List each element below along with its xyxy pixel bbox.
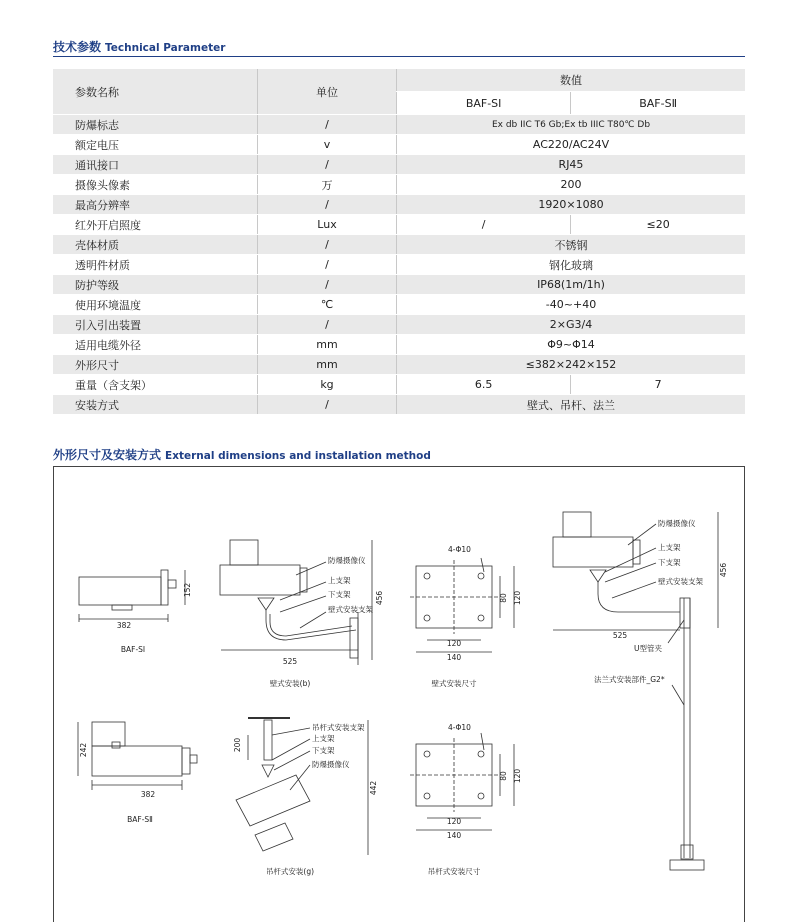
wall-plate-hole (424, 615, 430, 621)
pendant-leader-2 (272, 739, 310, 760)
row-unit: mm (258, 335, 397, 355)
pendant-leader-3 (274, 751, 310, 770)
pendant-leader-1 (272, 728, 310, 735)
row-unit: 万 (258, 175, 397, 195)
row-unit: ℃ (258, 295, 397, 315)
flange-base-plate (670, 860, 704, 870)
flange-label-upper: 上支架 (658, 543, 681, 552)
header-unit: 单位 (258, 69, 397, 115)
wall-leader-3 (280, 596, 326, 612)
row-unit: / (258, 315, 397, 335)
pendant-rod (264, 720, 272, 760)
flange-dim-w: 525 (612, 631, 628, 640)
header-model-b: BAF-SⅡ (571, 92, 745, 115)
row-name: 使用环境温度 (53, 295, 258, 315)
row-value: ≤382×242×152 (397, 355, 746, 375)
wall-plate-caption: 壁式安装尺寸 (431, 679, 477, 688)
bafs1-body (79, 577, 161, 605)
pendant-plate-hole (424, 793, 430, 799)
bafs1-dim-w: 382 (116, 621, 132, 630)
row-name: 外形尺寸 (53, 355, 258, 375)
flange-front (633, 540, 640, 564)
row-name: 摄像头像素 (53, 175, 258, 195)
flange-upper-bracket (590, 570, 606, 582)
bafs1-front (161, 570, 168, 605)
pendant-plate-leader (481, 733, 484, 750)
pendant-label-camera: 防爆摄像仪 (312, 760, 350, 769)
row-name: 额定电压 (53, 135, 258, 155)
row-value: Φ9~Φ14 (397, 335, 746, 355)
drawing-bafs1 (79, 570, 192, 654)
wall-leader-1 (296, 562, 326, 575)
flange-leader-6 (672, 685, 684, 705)
wall-upper-bracket (258, 598, 274, 610)
flange-base-neck (681, 845, 693, 859)
bafs2-dim-w: 382 (140, 790, 156, 799)
wall-plate-hole (478, 615, 484, 621)
pendant-dim-h: 442 (369, 780, 378, 796)
row-unit: / (258, 395, 397, 415)
row-name: 适用电缆外径 (53, 335, 258, 355)
pendant-dim-a: 200 (233, 737, 242, 753)
row-value: 钢化玻璃 (397, 255, 746, 275)
row-unit: / (258, 235, 397, 255)
row-name: 壳体材质 (53, 235, 258, 255)
row-value: IP68(1m/1h) (397, 275, 746, 295)
row-value: 200 (397, 175, 746, 195)
flange-leader-5 (668, 620, 684, 643)
flange-label-clamp: U型管夹 (634, 644, 662, 653)
row-name: 红外开启照度 (53, 215, 258, 235)
pendant-plate-holes: 4-Φ10 (448, 723, 471, 732)
header-param: 参数名称 (53, 69, 258, 115)
pendant-plate-hole (478, 751, 484, 757)
row-value-b: ≤20 (571, 215, 745, 235)
wall-plate-holes: 4-Φ10 (448, 545, 471, 554)
row-name: 引入引出装置 (53, 315, 258, 335)
bafs2-connector (112, 742, 120, 748)
row-value: 2×G3/4 (397, 315, 746, 335)
flange-arm (598, 582, 680, 612)
drawing-flange-mount (553, 512, 728, 870)
bafs1-dim-h: 152 (183, 582, 192, 598)
row-unit: / (258, 255, 397, 275)
pendant-top-cam (255, 823, 293, 851)
bafs2-gland (190, 755, 197, 763)
wall-dim-h: 456 (375, 590, 384, 606)
wall-leader-4 (300, 612, 326, 628)
row-unit: mm (258, 355, 397, 375)
flange-top-cam (563, 512, 591, 537)
flange-label-camera: 防爆摄像仪 (658, 519, 696, 528)
drawing-wall-mount (220, 540, 384, 688)
pendant-plate-d3-label: 80 (499, 771, 508, 781)
drawing-pendant-plate (410, 723, 522, 876)
pendant-plate-hole (478, 793, 484, 799)
flange-camera (553, 537, 633, 567)
pendant-plate-hole (424, 751, 430, 757)
section-title-cn: 技术参数 (53, 40, 102, 54)
row-value: AC220/AC24V (397, 135, 746, 155)
wall-caption: 壁式安装(b) (269, 679, 311, 688)
row-name: 重量（含支架） (53, 375, 258, 395)
wall-label-lower: 下支架 (328, 590, 351, 599)
pendant-caption: 吊杆式安装(g) (265, 867, 315, 876)
row-unit: / (258, 195, 397, 215)
row-value-b: 7 (571, 375, 745, 395)
row-value: 不锈钢 (397, 235, 746, 255)
row-unit: kg (258, 375, 397, 395)
flange-leader-3 (605, 563, 656, 582)
wall-plate-d2-label: 140 (446, 653, 462, 662)
pendant-label-lower: 下支架 (312, 746, 335, 755)
wall-plate-d3-label: 80 (499, 593, 508, 603)
bafs2-caption: BAF-SⅡ (127, 815, 153, 824)
flange-dim-h: 456 (719, 562, 728, 578)
pendant-plate-caption: 吊杆式安装尺寸 (427, 867, 481, 876)
section-title-en: Technical Parameter (105, 42, 226, 54)
flange-label-lower: 下支架 (658, 558, 681, 567)
drawing-bafs2 (78, 722, 197, 824)
wall-plate-leader (481, 558, 484, 572)
row-unit: / (258, 155, 397, 175)
row-value: 壁式、吊杆、法兰 (397, 395, 746, 415)
section2-title-en: External dimensions and installation method (165, 450, 431, 462)
pendant-plate-d4-label: 120 (513, 768, 522, 784)
wall-leader-2 (280, 582, 326, 600)
flange-leader-2 (605, 548, 656, 572)
flange-label-flange: 法兰式安装部件_G2* (594, 675, 665, 684)
row-name: 透明件材质 (53, 255, 258, 275)
row-value: 1920×1080 (397, 195, 746, 215)
pendant-plate-d2-label: 140 (446, 831, 462, 840)
section2-title-cn: 外形尺寸及安装方式 (53, 448, 162, 462)
pendant-label-upper: 上支架 (312, 734, 335, 743)
row-unit: Lux (258, 215, 397, 235)
drawing-wall-plate (410, 545, 522, 688)
row-name: 通讯接口 (53, 155, 258, 175)
drawing-pendant-mount (233, 718, 378, 876)
bafs1-caption: BAF-SⅠ (120, 645, 146, 654)
bafs2-dim-h: 242 (79, 742, 88, 758)
row-name: 防护等级 (53, 275, 258, 295)
bafs2-front (182, 748, 190, 774)
row-value-a: 6.5 (397, 375, 571, 395)
pendant-label-bracket: 吊杆式安装支架 (312, 723, 365, 732)
pendant-upper-bracket (262, 765, 274, 777)
wall-plate-hole (478, 573, 484, 579)
header-value: 数值 (397, 69, 746, 92)
flange-label-bracket: 壁式安装支架 (658, 577, 703, 586)
row-name: 最高分辨率 (53, 195, 258, 215)
pendant-camera (236, 775, 310, 826)
wall-camera (220, 565, 300, 595)
bafs1-gland (168, 580, 176, 588)
row-unit: / (258, 115, 397, 135)
pendant-plate-d1-label: 120 (446, 817, 462, 826)
bafs1-bracket (112, 605, 132, 610)
wall-label-upper: 上支架 (328, 576, 351, 585)
row-value: RJ45 (397, 155, 746, 175)
row-name: 防爆标志 (53, 115, 258, 135)
header-model-a: BAF-SⅠ (397, 92, 571, 115)
wall-top-cam (230, 540, 258, 565)
row-value: -40~+40 (397, 295, 746, 315)
pendant-leader-4 (290, 765, 310, 790)
row-unit: v (258, 135, 397, 155)
wall-plate (350, 618, 358, 658)
flange-leader-4 (612, 582, 656, 598)
row-unit: / (258, 275, 397, 295)
wall-label-camera: 防爆摄像仪 (328, 556, 366, 565)
wall-plate-d4-label: 120 (513, 590, 522, 606)
row-value: Ex db IIC T6 Gb;Ex tb IIIC T80℃ Db (397, 115, 746, 135)
bafs2-body (92, 746, 182, 776)
wall-plate-d1-label: 120 (446, 639, 462, 648)
row-value-a: / (397, 215, 571, 235)
row-name: 安装方式 (53, 395, 258, 415)
wall-label-bracket: 壁式安装支架 (328, 605, 373, 614)
drawings-group (78, 512, 728, 876)
wall-plate-hole (424, 573, 430, 579)
flange-leader-1 (628, 524, 656, 545)
wall-dim-w: 525 (282, 657, 298, 666)
